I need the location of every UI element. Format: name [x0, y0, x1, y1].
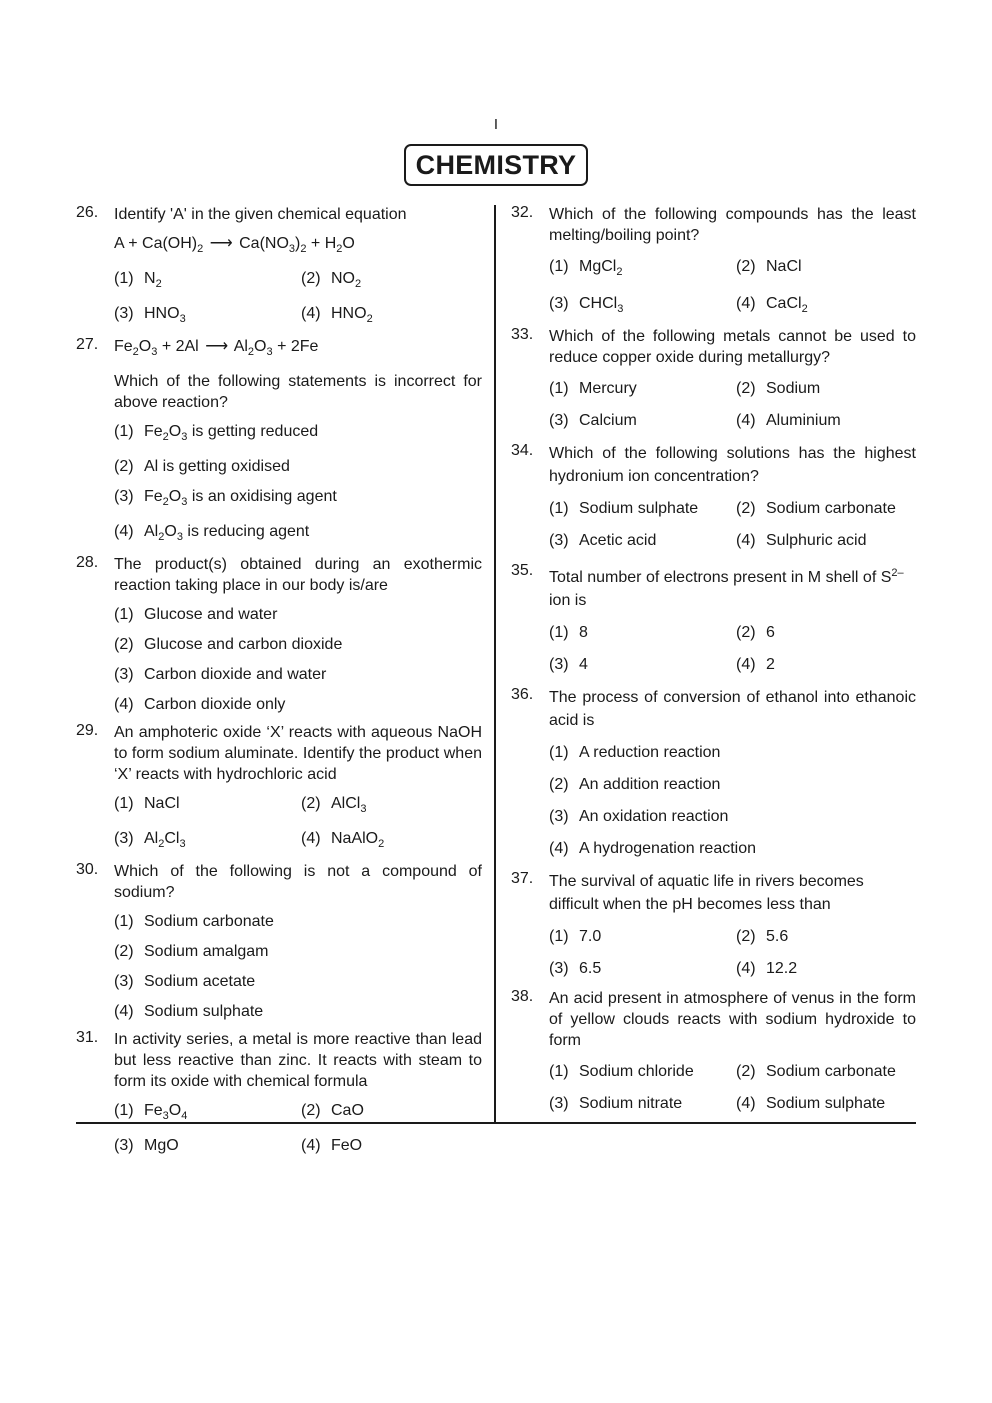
option-4: (4) 2 [736, 656, 775, 673]
question-31 [76, 1029, 482, 1157]
option-1: (1) A reduction reaction [549, 744, 721, 761]
question-number: 33. [511, 326, 534, 343]
option-3: (3) $HNO_3$ [114, 305, 186, 325]
question-32 [511, 204, 916, 320]
option-2: (2) NaCl [736, 258, 802, 275]
question-number: 35. [511, 562, 534, 579]
option-3: (3) 6.5 [549, 960, 602, 977]
question-text: Which of the following compounds has the least melting/boiling point? [549, 206, 916, 244]
question-text: Identify 'A' in the given chemical equation [114, 206, 407, 223]
question-37 [511, 870, 916, 980]
option-2: (2) Glucose and carbon dioxide [114, 636, 343, 653]
option-3: (3) MgO [114, 1137, 179, 1154]
option-1: (1) Mercury [549, 380, 637, 397]
option-2: (2) Al is getting oxidised [114, 458, 290, 475]
option-3: (3) Sodium acetate [114, 973, 256, 990]
option-1: (1) Sodium carbonate [114, 913, 274, 930]
question-number: 38. [511, 988, 534, 1005]
option-4: (4) FeO [301, 1137, 363, 1154]
question-text: Which of the following solutions has the highest hydronium ion concentration? [549, 445, 916, 485]
question-number: 31. [76, 1029, 99, 1046]
option-4: (4) Sulphuric acid [736, 532, 867, 549]
question-number: 30. [76, 861, 99, 878]
right-column [511, 204, 916, 1115]
question-text: An amphoteric oxide ‘X’ reacts with aqueous NaOH to form sodium aluminate. Identify the product when ‘X’ reacts with hydrochloric acid [114, 724, 482, 783]
question-34 [511, 442, 916, 552]
option-1: (1) Sodium chloride [549, 1063, 694, 1080]
chemical-equation: $A + Ca(OH)_2$ ⟶ $Ca(NO_3)_2 + H_2O$ [114, 235, 355, 255]
option-4: (4) 12.2 [736, 960, 798, 977]
question-text: The survival of aquatic life in rivers becomes difficult when the pH becomes less than [549, 873, 864, 913]
subject-title: CHEMISTRY [404, 144, 588, 186]
question-number: 27. [76, 336, 99, 353]
option-2: (2) 6 [736, 624, 775, 641]
question-number: 28. [76, 554, 99, 571]
reaction-arrow: ⟶ [209, 235, 233, 252]
option-2: (2) AlCl$_3$ [301, 795, 367, 815]
option-2: (2) Sodium amalgam [114, 943, 269, 960]
option-1: (1) Sodium sulphate [549, 500, 699, 517]
option-1: (1) 7.0 [549, 928, 602, 945]
question-38 [511, 988, 916, 1115]
option-4: (4) $Al_2O_3$ is reducing agent [114, 523, 310, 543]
question-number: 36. [511, 686, 534, 703]
option-1: (1) NaCl [114, 795, 180, 812]
option-3: (3) Acetic acid [549, 532, 657, 549]
question-36 [511, 686, 916, 860]
question-29 [76, 722, 482, 855]
option-1: (1) $N_2$ [114, 270, 162, 290]
option-2: (2) An addition reaction [549, 776, 721, 793]
question-28 [76, 554, 482, 716]
question-number: 26. [76, 204, 99, 221]
question-text: The product(s) obtained during an exothermic reaction taking place in our body is/are [114, 556, 482, 594]
option-3: (3) CHCl$_3$ [549, 295, 624, 315]
question-26 [76, 204, 482, 330]
option-3: (3) Sodium nitrate [549, 1095, 683, 1112]
question-27 [76, 336, 482, 548]
option-3: (3) Carbon dioxide and water [114, 666, 327, 683]
page-number: I [493, 116, 499, 133]
option-3: (3) $Fe_2O_3$ is an oxidising agent [114, 488, 337, 508]
question-number: 29. [76, 722, 99, 739]
option-2: (2) CaO [301, 1102, 364, 1119]
option-4: (4) $HNO_2$ [301, 305, 373, 325]
option-4: (4) CaCl$_2$ [736, 295, 808, 315]
option-1: (1) MgCl$_2$ [549, 258, 623, 278]
option-4: (4) NaAlO$_2$ [301, 830, 385, 850]
option-1: (1) $Fe_2O_3$ is getting reduced [114, 423, 319, 443]
left-column [76, 204, 482, 1157]
question-text: Which of the following metals cannot be used to reduce copper oxide during metallurgy? [549, 328, 916, 366]
column-divider [494, 205, 496, 1123]
option-4: (4) Sodium sulphate [114, 1003, 264, 1020]
question-35 [511, 562, 916, 676]
option-2: (2) Sodium carbonate [736, 500, 896, 517]
question-text: Which of the following statements is incorrect for above reaction? [114, 373, 482, 411]
option-3: (3) Calcium [549, 412, 637, 429]
option-3: (3) 4 [549, 656, 588, 673]
chemical-equation: $Fe_2O_3 + 2Al$ ⟶ $Al_2O_3 + 2Fe$ [114, 338, 319, 358]
option-1: (1) Glucose and water [114, 606, 278, 623]
question-text: An acid present in atmosphere of venus in the form of yellow clouds reacts with sodium hydroxide to form [549, 990, 916, 1049]
option-2: (2) Sodium carbonate [736, 1063, 896, 1080]
option-4: (4) Aluminium [736, 412, 841, 429]
option-4: (4) A hydrogenation reaction [549, 840, 757, 857]
option-1: (1) $Fe_3O_4$ [114, 1102, 188, 1122]
option-1: (1) 8 [549, 624, 588, 641]
option-4: (4) Sodium sulphate [736, 1095, 886, 1112]
option-3: (3) An oxidation reaction [549, 808, 729, 825]
question-text: In activity series, a metal is more reactive than lead but less reactive than zinc. It reacts with steam to form its oxide with chemical formula [114, 1031, 482, 1090]
question-number: 34. [511, 442, 534, 459]
question-number: 32. [511, 204, 534, 221]
question-text: Which of the following is not a compound of sodium? [114, 863, 482, 901]
option-2: (2) 5.6 [736, 928, 789, 945]
option-3: (3) $Al_2Cl_3$ [114, 830, 186, 850]
option-2: (2) $NO_2$ [301, 270, 362, 290]
option-4: (4) Carbon dioxide only [114, 696, 286, 713]
option-2: (2) Sodium [736, 380, 821, 397]
question-number: 37. [511, 870, 534, 887]
question-text: Total number of electrons present in M shell of $S^{2-}$ ion is [549, 567, 904, 609]
question-text: The process of conversion of ethanol into ethanoic acid is [549, 689, 916, 729]
question-33 [511, 326, 916, 432]
question-30 [76, 861, 482, 1023]
